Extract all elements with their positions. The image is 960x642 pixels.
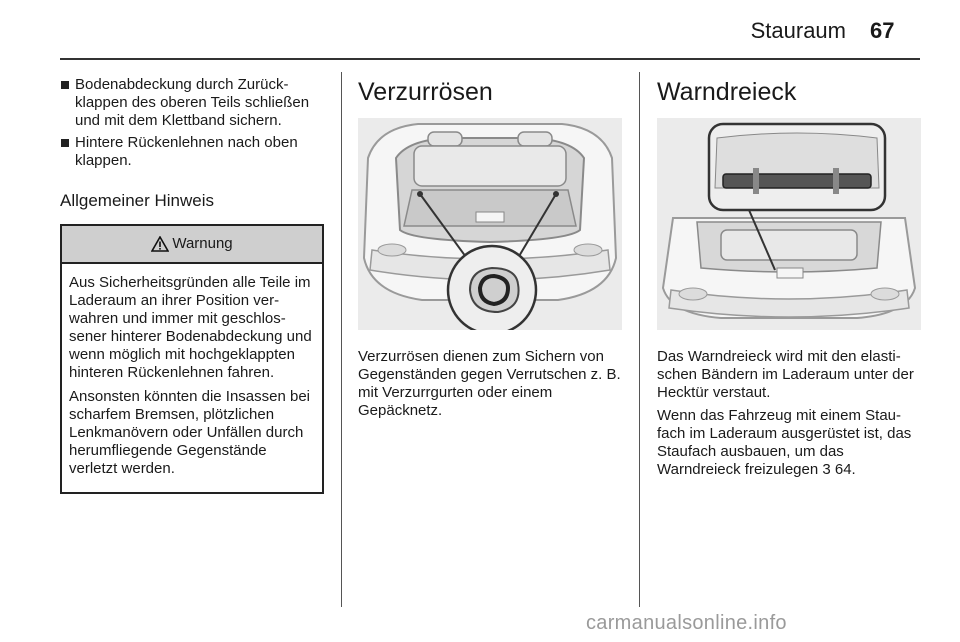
page-reference-icon: 3 — [822, 461, 831, 478]
body-paragraph: Das Warndreieck wird mit den elastischen Bändern im Laderaum unter der Hecktür verstaut. — [657, 348, 914, 401]
warning-triangle-stowage-illustration — [657, 118, 921, 330]
warning-title: Warnung — [172, 235, 233, 252]
warning-paragraph: Aus Sicherheitsgründen alle Teile im Laderaum an ihrer Position verwahren und immer mit geschlossener hinterer Bodenabdeckung und wenn möglich mit hochgeklappten hinteren Rückenlehnen fahren. — [69, 274, 312, 381]
warning-body — [62, 264, 322, 492]
body-paragraph — [657, 407, 921, 479]
header-rule — [60, 58, 920, 60]
page-number: 67 — [870, 18, 895, 43]
heading-lashing-eyes: Verzurrösen — [358, 78, 493, 106]
column-divider-right — [639, 72, 640, 607]
warning-triangle-icon — [151, 236, 169, 252]
bullet-square-icon — [61, 139, 69, 147]
column-divider-left — [341, 72, 342, 607]
bullet-text: Bodenabdeckung durch Zurückklappen des oberen Teils schließen und mit dem Klettband sichern. — [75, 76, 310, 129]
warning-box — [60, 224, 324, 494]
list-item — [60, 134, 324, 170]
page-section-title: Stauraum — [750, 18, 846, 43]
lashing-eyes-illustration — [358, 118, 622, 330]
warning-triangle-description — [657, 348, 921, 479]
heading-warning-triangle: Warndreieck — [657, 78, 797, 106]
warning-paragraph: Ansonsten könnten die Insassen bei scharfem Bremsen, plötzlichen Lenkmanövern oder Unfällen durch herumfliegende Gegenstände verletzt werden. — [69, 388, 311, 477]
list-item — [60, 76, 324, 130]
body-paragraph: Verzurrösen dienen zum Sichern von Gegenständen gegen Verrutschen z. B. mit Verzurrgurten oder einem Gepäcknetz. — [358, 348, 621, 419]
column-2 — [358, 76, 624, 425]
body-paragraph-text: Wenn das Fahrzeug mit einem Staufach im Laderaum ausgerüstet ist, das Staufach ausbauen, um das Warndreieck freizulegen — [657, 407, 912, 478]
column-1 — [60, 76, 324, 494]
subheading-general-note: Allgemeiner Hinweis — [60, 191, 215, 210]
lashing-eyes-description — [358, 348, 624, 420]
column-3 — [657, 76, 921, 484]
bullet-text: Hintere Rückenlehnen nach oben klappen. — [75, 134, 298, 169]
page-reference-link[interactable]: 64. — [834, 461, 856, 478]
warning-header — [62, 226, 322, 264]
bullet-square-icon — [61, 81, 69, 89]
watermark: carmanualsonline.info — [586, 612, 787, 634]
